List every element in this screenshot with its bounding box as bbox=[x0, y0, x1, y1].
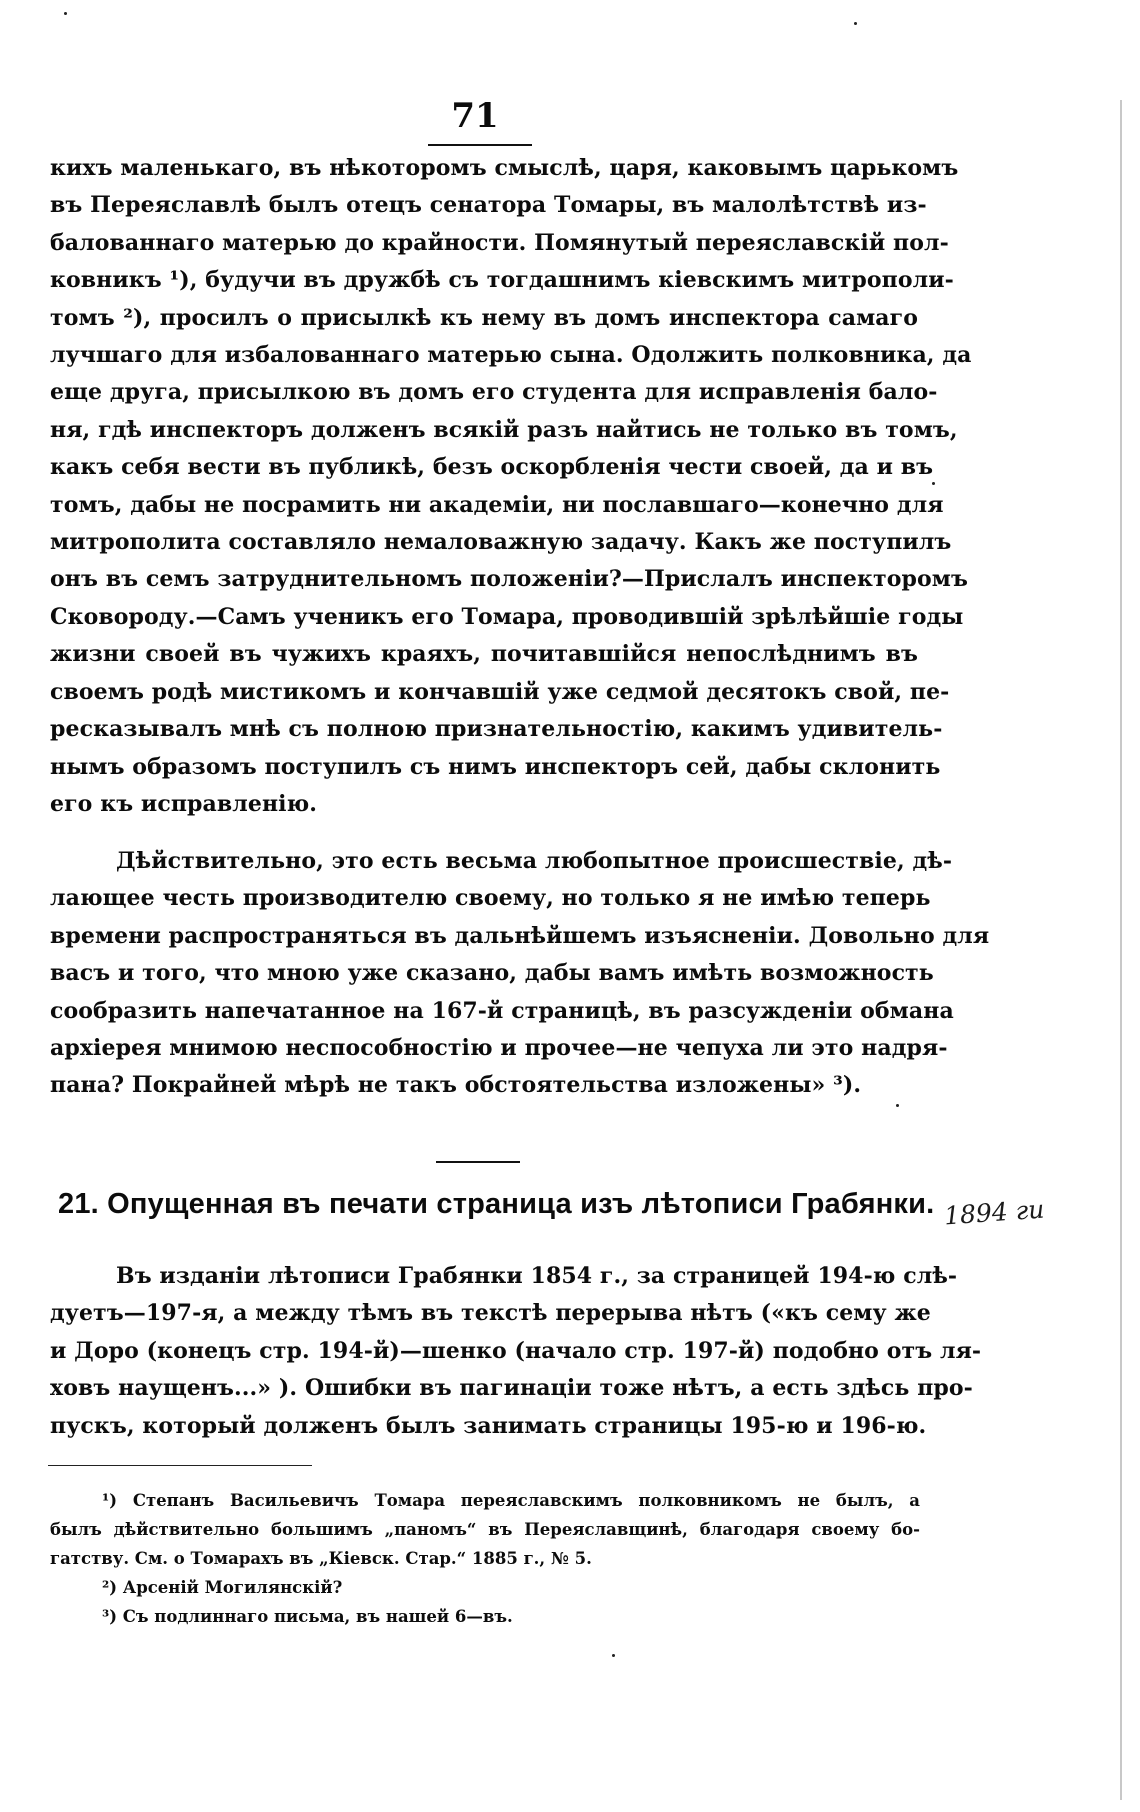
text-line: кихъ маленькаго, въ нѣкоторомъ смыслѣ, царя, каковымъ царькомъ bbox=[50, 155, 959, 181]
footnote-1-line: ¹) Степанъ Васильевичъ Томара переяславскимъ полковникомъ не былъ, а bbox=[102, 1491, 920, 1510]
footnote-rule bbox=[48, 1465, 312, 1466]
text-line: ня, гдѣ инспекторъ долженъ всякій разъ найтись не только въ томъ, bbox=[50, 416, 958, 443]
text-line: Въ изданіи лѣтописи Грабянки 1854 г., за страницей 194-ю слѣ- bbox=[116, 1263, 958, 1289]
text-line: томъ ²), просилъ о присылкѣ къ нему въ домъ инспектора самаго bbox=[50, 304, 918, 331]
text-line: времени распространяться въ дальнѣйшемъ изъясненіи. Довольно для bbox=[50, 922, 990, 949]
text-line: своемъ родѣ мистикомъ и кончавшій уже седмой десятокъ свой, пе- bbox=[50, 678, 950, 705]
text-line: лучшаго для избалованнаго матерью сына. Одолжить полковника, да bbox=[50, 342, 972, 369]
text-line: еще друга, присылкою въ домъ его студента для исправленія бало- bbox=[50, 379, 938, 406]
scan-edge-shadow bbox=[1120, 100, 1122, 1800]
scan-speck bbox=[854, 22, 857, 25]
footnote-1-line: гатству. См. о Томарахъ въ „Кіевск. Стар.“ 1885 г., № 5. bbox=[50, 1549, 592, 1568]
body-paragraph-1 bbox=[50, 150, 972, 823]
page-number-underline bbox=[428, 144, 532, 146]
handwritten-margin-note: 1894 ги bbox=[943, 1194, 1046, 1231]
text-line: сообразить напечатанное на 167-й страницѣ, въ разсужденіи обмана bbox=[50, 997, 954, 1024]
text-line: онъ въ семъ затруднительномъ положеніи?—Прислалъ инспекторомъ bbox=[50, 566, 968, 593]
footnotes bbox=[50, 1486, 920, 1631]
footnote-2: ²) Арсеній Могилянскій? bbox=[102, 1578, 343, 1597]
text-line: архіерея мнимою неспособностію и прочее—не чепуха ли это надря- bbox=[50, 1035, 948, 1062]
text-line: ховъ наущенъ...» ). Ошибки въ пагинаціи тоже нѣтъ, а есть здѣсь про- bbox=[50, 1375, 973, 1402]
text-line: какъ себя вести въ публикѣ, безъ оскорбленія чести своей, да и въ bbox=[50, 454, 934, 481]
text-line: ресказывалъ мнѣ съ полною признательностію, какимъ удивитель- bbox=[50, 716, 943, 743]
section-separator-rule bbox=[436, 1161, 520, 1163]
text-line: нымъ образомъ поступилъ съ нимъ инспекторъ сей, дабы склонить bbox=[50, 753, 941, 780]
section-heading: 21. Опущенная въ печати страница изъ лѣтописи Грабянки. bbox=[58, 1188, 935, 1220]
text-line: жизни своей въ чужихъ краяхъ, почитавшійся непослѣднимъ въ bbox=[50, 641, 918, 668]
text-line: его къ исправленію. bbox=[50, 790, 318, 817]
text-line: дуетъ—197-я, а между тѣмъ въ текстѣ перерыва нѣтъ («къ сему же bbox=[50, 1300, 931, 1327]
scan-speck bbox=[932, 482, 935, 485]
text-line: пана? Покрайней мѣрѣ не такъ обстоятельства изложены» ³). bbox=[50, 1072, 862, 1099]
text-line: ковникъ ¹), будучи въ дружбѣ съ тогдашнимъ кіевскимъ митрополи- bbox=[50, 267, 954, 294]
text-line: митрополита составляло немаловажную задачу. Какъ же поступилъ bbox=[50, 529, 952, 556]
text-line: и Доро (конецъ стр. 194-й)—шенко (начало стр. 197-й) подобно отъ ля- bbox=[50, 1337, 982, 1364]
text-line: пускъ, который долженъ былъ занимать страницы 195-ю и 196-ю. bbox=[50, 1412, 927, 1439]
footnote-3: ³) Съ подлиннаго письма, въ нашей 6—въ. bbox=[102, 1607, 513, 1626]
text-line: васъ и того, что мною уже сказано, дабы вамъ имѣть возможность bbox=[50, 960, 934, 987]
footnote-1-line: былъ дѣйствительно большимъ „паномъ“ въ Переяславщинѣ, благодаря своему бо- bbox=[50, 1520, 920, 1539]
section-paragraph bbox=[50, 1258, 982, 1445]
scan-speck bbox=[612, 1654, 615, 1657]
text-line: балованнаго матерью до крайности. Помянутый переяславскій пол- bbox=[50, 229, 949, 256]
page-number: 71 bbox=[451, 96, 499, 136]
text-line: томъ, дабы не посрамить ни академіи, ни пославшаго—конечно для bbox=[50, 491, 944, 518]
scan-speck bbox=[896, 1104, 899, 1107]
text-line: Сковороду.—Самъ ученикъ его Томара, проводившій зрѣлѣйшіе годы bbox=[50, 603, 964, 630]
text-line: Дѣйствительно, это есть весьма любопытное происшествіе, дѣ- bbox=[116, 848, 953, 874]
body-paragraph-2 bbox=[50, 843, 990, 1105]
text-line: въ Переяславлѣ былъ отецъ сенатора Томары, въ малолѣтствѣ из- bbox=[50, 192, 927, 219]
text-line: лающее честь производителю своему, но только я не имѣю теперь bbox=[50, 885, 931, 912]
scan-speck bbox=[64, 12, 67, 15]
